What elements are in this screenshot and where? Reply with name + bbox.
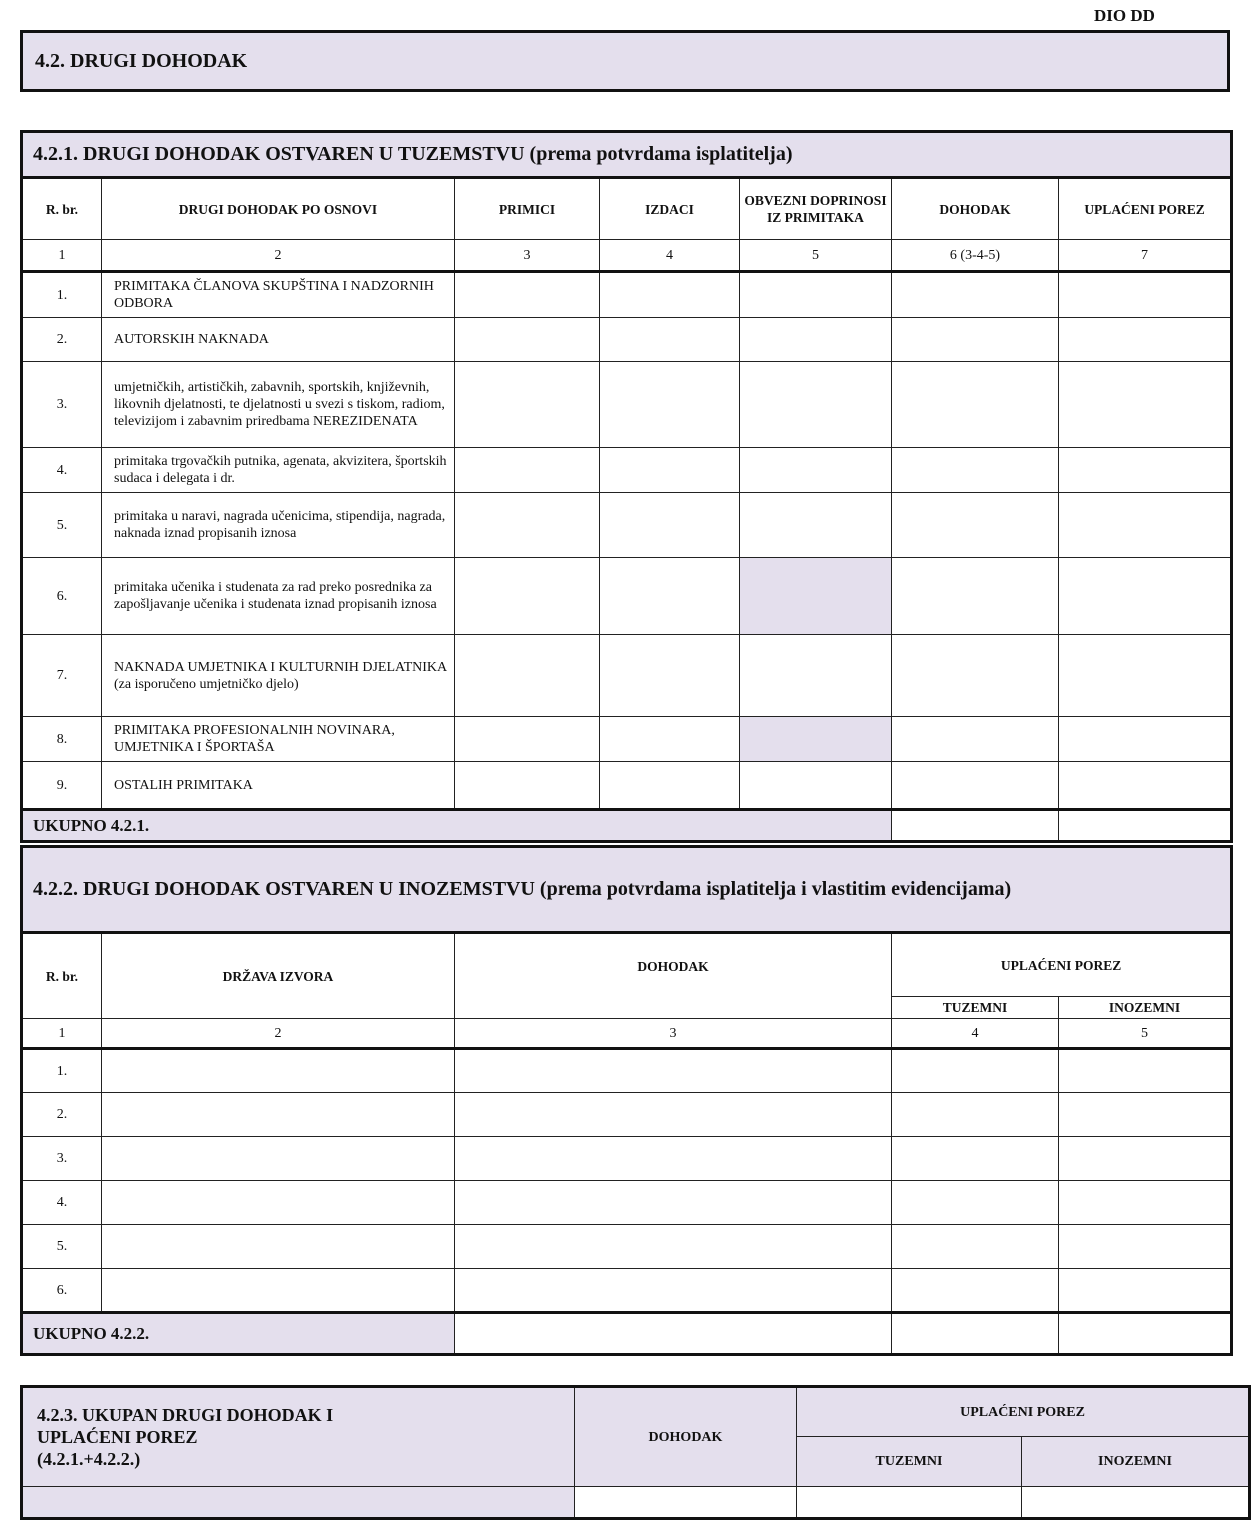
row-description-note: (za isporučeno umjetničko djelo) xyxy=(114,676,299,692)
col-header: DOHODAK xyxy=(892,178,1059,240)
table-row xyxy=(22,1181,1232,1225)
row-description-text: OSTALIH PRIMITAKA xyxy=(114,777,253,793)
col-header: DRUGI DOHODAK PO OSNOVI xyxy=(102,178,455,240)
income-field[interactable] xyxy=(892,635,1059,717)
table-row xyxy=(22,762,1232,810)
table-row xyxy=(22,1049,1232,1093)
col-number: 7 xyxy=(1059,240,1232,272)
receipts-field[interactable] xyxy=(455,558,600,635)
income-field[interactable] xyxy=(455,1049,892,1093)
expenses-field[interactable] xyxy=(600,558,740,635)
row-number: 2. xyxy=(22,318,102,362)
col-header: IZDACI xyxy=(600,178,740,240)
foreign-tax-field[interactable] xyxy=(1059,1269,1232,1313)
table-row xyxy=(22,362,1232,448)
income-field[interactable] xyxy=(892,448,1059,493)
tax-field[interactable] xyxy=(1059,272,1232,318)
total-foreign-tax-field[interactable] xyxy=(1022,1487,1250,1519)
table-row xyxy=(22,1137,1232,1181)
foreign-tax-field[interactable] xyxy=(1059,1225,1232,1269)
foreign-tax-field[interactable] xyxy=(1059,1181,1232,1225)
col-header: OBVEZNI DOPRINOSI IZ PRIMITAKA xyxy=(740,178,892,240)
expenses-field[interactable] xyxy=(600,318,740,362)
contributions-field[interactable] xyxy=(740,448,892,493)
total-foreign-tax-field[interactable] xyxy=(1059,1313,1232,1355)
col-header: DOHODAK xyxy=(455,933,892,1019)
row-description-text: primitaka u naravi, nagrada učenicima, stipendija, nagrada, naknada iznad propisanih iznosa xyxy=(114,509,446,541)
source-country-field[interactable] xyxy=(102,1049,455,1093)
total-label: UKUPNO 4.2.2. xyxy=(22,1313,455,1355)
expenses-field[interactable] xyxy=(600,448,740,493)
income-field[interactable] xyxy=(892,318,1059,362)
source-country-field[interactable] xyxy=(102,1225,455,1269)
tax-field[interactable] xyxy=(1059,635,1232,717)
income-field[interactable] xyxy=(455,1181,892,1225)
domestic-tax-field[interactable] xyxy=(892,1181,1059,1225)
row-description xyxy=(102,493,455,558)
row-number: 9. xyxy=(22,762,102,810)
tax-field[interactable] xyxy=(1059,448,1232,493)
expenses-field[interactable] xyxy=(600,272,740,318)
income-field[interactable] xyxy=(892,493,1059,558)
col-number: 1 xyxy=(22,1019,102,1049)
domestic-tax-field[interactable] xyxy=(892,1093,1059,1137)
row-description-text: AUTORSKIH NAKNADA xyxy=(114,332,269,347)
receipts-field[interactable] xyxy=(455,493,600,558)
row-description xyxy=(102,635,455,717)
col-header: PRIMICI xyxy=(455,178,600,240)
total-domestic-tax-field[interactable] xyxy=(892,1313,1059,1355)
total-income-field[interactable] xyxy=(455,1313,892,1355)
tax-field[interactable] xyxy=(1059,318,1232,362)
expenses-field[interactable] xyxy=(600,362,740,448)
receipts-field[interactable] xyxy=(455,635,600,717)
row-number: 3. xyxy=(22,1137,102,1181)
expenses-field[interactable] xyxy=(600,762,740,810)
source-country-field[interactable] xyxy=(102,1093,455,1137)
expenses-field[interactable] xyxy=(600,635,740,717)
col-header: TUZEMNI xyxy=(797,1437,1022,1487)
table-row xyxy=(22,1269,1232,1313)
col-header: R. br. xyxy=(22,178,102,240)
col-number: 3 xyxy=(455,240,600,272)
table-row xyxy=(22,318,1232,362)
tax-field[interactable] xyxy=(1059,762,1232,810)
col-number: 2 xyxy=(102,240,455,272)
contributions-field[interactable] xyxy=(740,493,892,558)
foreign-tax-field[interactable] xyxy=(1059,1137,1232,1181)
income-field[interactable] xyxy=(892,362,1059,448)
foreign-tax-field[interactable] xyxy=(1059,1049,1232,1093)
row-description xyxy=(102,362,455,448)
col-header: INOZEMNI xyxy=(1022,1437,1250,1487)
col-number: 4 xyxy=(600,240,740,272)
receipts-field[interactable] xyxy=(455,448,600,493)
part-label: DIO DD xyxy=(1094,6,1155,25)
row-number: 4. xyxy=(22,448,102,493)
row-description xyxy=(102,762,455,810)
row-number: 6. xyxy=(22,1269,102,1313)
row-number: 8. xyxy=(22,717,102,762)
row-description-text: NAKNADA UMJETNIKA I KULTURNIH DJELATNIKA xyxy=(114,659,448,675)
total-income-field[interactable] xyxy=(892,810,1059,842)
income-field[interactable] xyxy=(892,558,1059,635)
row-description xyxy=(102,717,455,762)
table-foreign-income xyxy=(20,845,1233,1356)
income-field[interactable] xyxy=(455,1093,892,1137)
contributions-field[interactable] xyxy=(740,318,892,362)
table-row xyxy=(22,635,1232,717)
row-number: 7. xyxy=(22,635,102,717)
contributions-field xyxy=(740,717,892,762)
receipts-field[interactable] xyxy=(455,717,600,762)
tax-field[interactable] xyxy=(1059,362,1232,448)
col-number: 3 xyxy=(455,1019,892,1049)
income-field[interactable] xyxy=(892,272,1059,318)
table-row xyxy=(22,558,1232,635)
table-row xyxy=(22,493,1232,558)
expenses-field[interactable] xyxy=(600,493,740,558)
contributions-field[interactable] xyxy=(740,362,892,448)
row-number: 1. xyxy=(22,272,102,318)
domestic-tax-field[interactable] xyxy=(892,1225,1059,1269)
col-header: UPLAĆENI POREZ xyxy=(797,1387,1250,1437)
source-country-field[interactable] xyxy=(102,1181,455,1225)
receipts-field[interactable] xyxy=(455,318,600,362)
table-total-income xyxy=(20,1385,1251,1520)
col-number: 1 xyxy=(22,240,102,272)
table-row xyxy=(22,1225,1232,1269)
col-number: 6 (3-4-5) xyxy=(892,240,1059,272)
tax-field[interactable] xyxy=(1059,717,1232,762)
col-header: UPLAĆENI POREZ xyxy=(1059,178,1232,240)
row-number: 3. xyxy=(22,362,102,448)
col-number: 5 xyxy=(1059,1019,1232,1049)
col-header: INOZEMNI xyxy=(1059,997,1232,1019)
row-number: 2. xyxy=(22,1093,102,1137)
contributions-field xyxy=(740,558,892,635)
row-description-text: primitaka trgovačkih putnika, agenata, akvizitera, športskih sudaca i delegata i dr. xyxy=(114,454,447,486)
col-number: 2 xyxy=(102,1019,455,1049)
income-field[interactable] xyxy=(892,762,1059,810)
table-row xyxy=(22,717,1232,762)
source-country-field[interactable] xyxy=(102,1137,455,1181)
col-header: R. br. xyxy=(22,933,102,1019)
row-description xyxy=(102,448,455,493)
table-row xyxy=(22,272,1232,318)
col-header: DRŽAVA IZVORA xyxy=(102,933,455,1019)
row-description-text: PRIMITAKA ČLANOVA SKUPŠTINA I NADZORNIH ODBORA xyxy=(114,279,434,311)
table-title: 4.2.2. DRUGI DOHODAK OSTVAREN U INOZEMSTVU (prema potvrdama isplatitelja i vlastitim evidencijama) xyxy=(22,847,1232,933)
row-number: 1. xyxy=(22,1049,102,1093)
domestic-tax-field[interactable] xyxy=(892,1269,1059,1313)
table-domestic-income xyxy=(20,130,1233,843)
contributions-field[interactable] xyxy=(740,762,892,810)
contributions-field[interactable] xyxy=(740,272,892,318)
row-number: 6. xyxy=(22,558,102,635)
row-description xyxy=(102,558,455,635)
col-number: 4 xyxy=(892,1019,1059,1049)
table-row xyxy=(22,448,1232,493)
row-description-text: primitaka učenika i studenata za rad preko posrednika za zapošljavanje učenika i studenata iznad propisanih iznosa xyxy=(114,580,437,612)
row-number: 5. xyxy=(22,493,102,558)
row-number: 5. xyxy=(22,1225,102,1269)
total-tax-field[interactable] xyxy=(1059,810,1232,842)
blank-cell xyxy=(22,1487,575,1519)
row-description xyxy=(102,318,455,362)
table-row xyxy=(22,1093,1232,1137)
receipts-field[interactable] xyxy=(455,272,600,318)
section-title-text: 4.2. DRUGI DOHODAK xyxy=(35,50,248,72)
table-subtitle: (4.2.1.+4.2.2.) xyxy=(37,1449,141,1469)
income-field[interactable] xyxy=(892,717,1059,762)
expenses-field[interactable] xyxy=(600,717,740,762)
col-header: DOHODAK xyxy=(575,1387,797,1487)
domestic-tax-field[interactable] xyxy=(892,1049,1059,1093)
row-description xyxy=(102,272,455,318)
row-number: 4. xyxy=(22,1181,102,1225)
receipts-field[interactable] xyxy=(455,762,600,810)
col-header: UPLAĆENI POREZ xyxy=(892,933,1232,997)
contributions-field[interactable] xyxy=(740,635,892,717)
income-field[interactable] xyxy=(455,1225,892,1269)
domestic-tax-field[interactable] xyxy=(892,1137,1059,1181)
col-header: TUZEMNI xyxy=(892,997,1059,1019)
foreign-tax-field[interactable] xyxy=(1059,1093,1232,1137)
row-description-text: PRIMITAKA PROFESIONALNIH NOVINARA, UMJETNIKA I ŠPORTAŠA xyxy=(114,723,395,755)
row-description-text: umjetničkih, artističkih, zabavnih, sportskih, književnih, likovnih djelatnosti, te djelatnosti u svezi s tiskom, radiom, televizijom i zabavnim priredbama NEREZIDENATA xyxy=(114,380,445,429)
source-country-field[interactable] xyxy=(102,1269,455,1313)
tax-field[interactable] xyxy=(1059,558,1232,635)
total-label: UKUPNO 4.2.1. xyxy=(22,810,892,842)
table-title xyxy=(22,1387,575,1487)
section-title xyxy=(20,30,1230,92)
table-title: 4.2.1. DRUGI DOHODAK OSTVAREN U TUZEMSTVU (prema potvrdama isplatitelja) xyxy=(22,132,1232,178)
income-field[interactable] xyxy=(455,1137,892,1181)
total-income-field[interactable] xyxy=(575,1487,797,1519)
receipts-field[interactable] xyxy=(455,362,600,448)
col-number: 5 xyxy=(740,240,892,272)
income-field[interactable] xyxy=(455,1269,892,1313)
table-title-text: 4.2.3. UKUPAN DRUGI DOHODAK I UPLAĆENI POREZ xyxy=(37,1405,334,1447)
tax-field[interactable] xyxy=(1059,493,1232,558)
total-domestic-tax-field[interactable] xyxy=(797,1487,1022,1519)
